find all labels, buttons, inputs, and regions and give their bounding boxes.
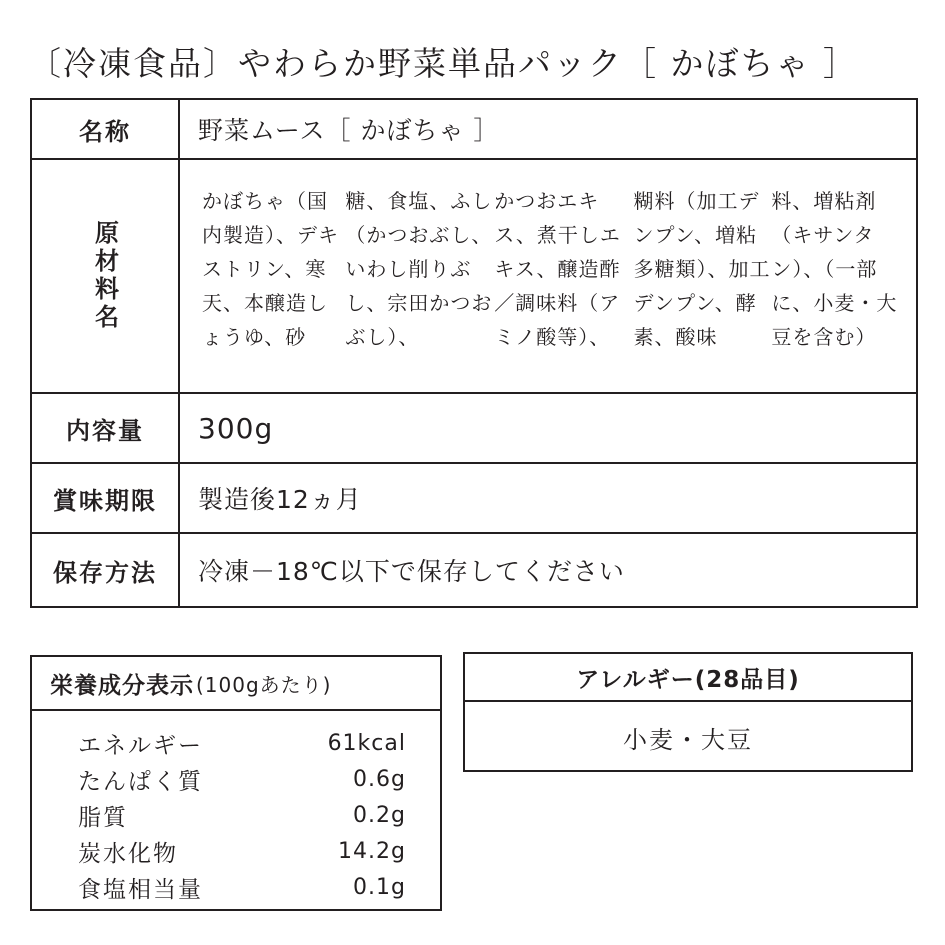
nutrition-row [78, 869, 440, 905]
nutrient-name: 食塩相当量 [78, 876, 203, 903]
storage-label: 保存方法 [32, 534, 180, 606]
nutrition-row [78, 833, 440, 869]
product-spec-table [30, 98, 918, 608]
nutrient-value: 0.6g [353, 766, 406, 792]
nutrient-name: たんぱく質 [78, 768, 203, 795]
volume-value: 300g [198, 411, 274, 445]
nutrition-heading: 栄養成分表示 [50, 672, 194, 699]
nutrition-heading-sub: (100gあたり) [196, 672, 332, 697]
nutrition-facts-box [30, 655, 442, 911]
expiry-value: 製造後12ヵ月 [198, 485, 362, 514]
spec-row-ingredients [32, 160, 916, 394]
spec-row-expiry [32, 464, 916, 534]
nutrient-value: 61kcal [327, 730, 406, 756]
allergy-box [463, 652, 913, 772]
nutrition-row [78, 797, 440, 833]
name-value: 野菜ムース［ かぼちゃ ］ [198, 116, 500, 145]
ingredients-label: 原材料名 [90, 220, 119, 332]
nutrient-name: 脂質 [78, 804, 128, 831]
storage-value: 冷凍－18℃以下で保存してください [198, 557, 625, 586]
nutrient-value: 0.1g [353, 874, 406, 900]
nutrient-name: 炭水化物 [78, 840, 178, 867]
allergy-heading: アレルギー(28品目) [465, 654, 911, 702]
ingredients-line: かつおエキス、煮干しエキス、醸造酢／調味料（アミノ酸等）、 [494, 189, 621, 349]
spec-row-name [32, 100, 916, 160]
name-label: 名称 [32, 100, 180, 158]
allergy-value: 小麦・大豆 [623, 725, 753, 754]
ingredients-line: かぼちゃ（国内製造）、デキストリン、寒天、本醸造しょうゆ、砂 [202, 189, 339, 349]
spec-row-storage [32, 534, 916, 606]
ingredients-label-cell [32, 160, 180, 392]
nutrient-value: 14.2g [338, 838, 406, 864]
nutrient-value: 0.2g [353, 802, 406, 828]
ingredients-line: 料、増粘剤（キサンタン）、（一部に、小麦・大豆を含む） [771, 189, 898, 349]
nutrient-name: エネルギー [78, 732, 203, 759]
nutrition-row [78, 725, 440, 761]
volume-label: 内容量 [32, 394, 180, 462]
ingredients-value [180, 160, 916, 354]
product-title: 〔冷凍食品〕やわらか野菜単品パック［ かぼちゃ ］ [28, 44, 858, 83]
nutrition-list [32, 711, 440, 905]
nutrition-row [78, 761, 440, 797]
ingredients-line: 糊料（加工デンプン、増粘多糖類）、加工デンプン、酵素、酸味 [633, 189, 771, 349]
ingredients-line: 糖、食塩、ふし（かつおぶし、いわし削りぶし、宗田かつおぶし）、 [345, 189, 493, 349]
expiry-label: 賞味期限 [32, 464, 180, 532]
spec-row-volume [32, 394, 916, 464]
nutrition-heading-row [32, 657, 440, 711]
